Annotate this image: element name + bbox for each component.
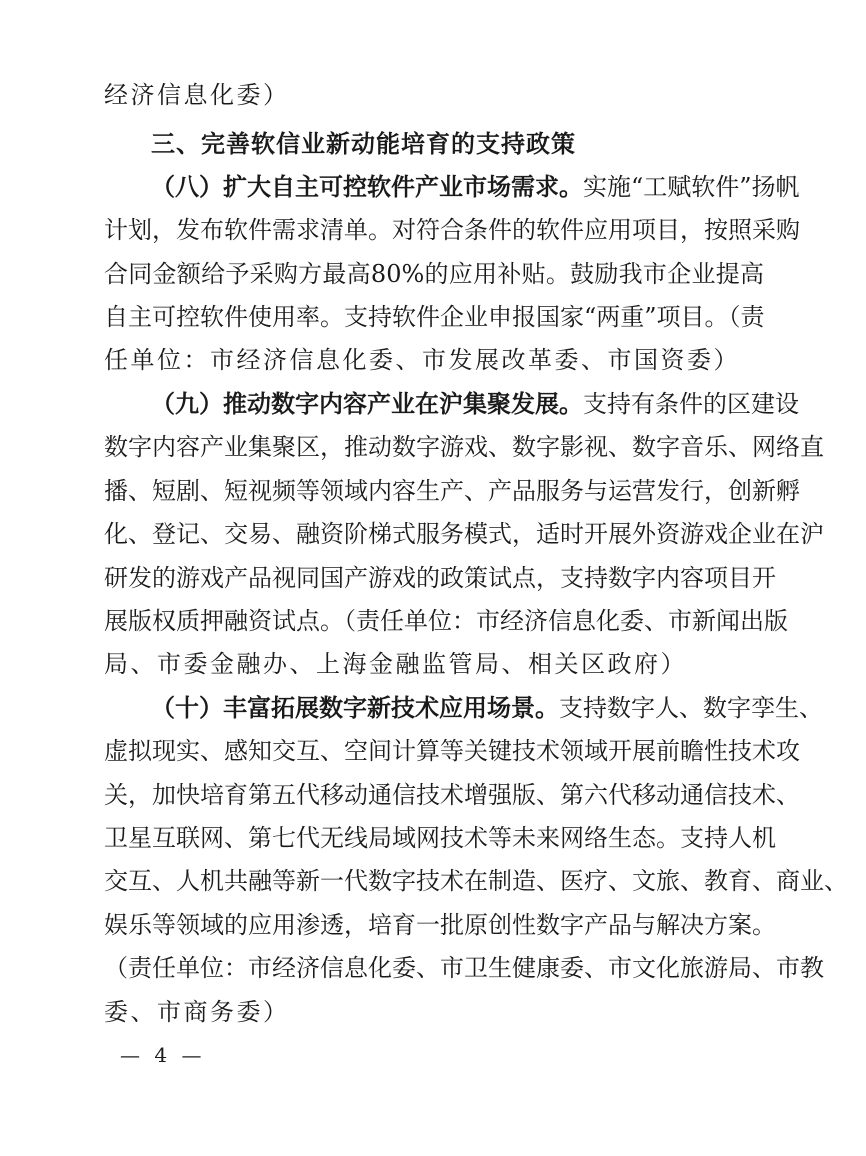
line-text: 任单位：市经济信息化委、市发展改革委、市国资委） bbox=[104, 346, 740, 374]
line-text: 娱乐等领域的应用渗透，培育一批原创性数字产品与解决方案。 bbox=[104, 911, 776, 939]
line-text: 卫星互联网、第七代无线局域网技术等未来网络生态。支持人机 bbox=[104, 824, 776, 852]
paragraph-8-line-3 bbox=[104, 259, 764, 289]
line-text: 研发的游戏产品视同国产游戏的政策试点，支持数字内容项目开 bbox=[104, 564, 776, 592]
paragraph-9-line-6 bbox=[104, 606, 788, 636]
paragraph-8-line-1 bbox=[151, 172, 800, 202]
line-text: 关，加快培育第五代移动通信技术增强版、第六代移动通信技术、 bbox=[104, 781, 800, 809]
line-text: （责任单位：市经济信息化委、市卫生健康委、市文化旅游局、市教 bbox=[104, 954, 824, 982]
paragraph-9-line-1 bbox=[151, 389, 799, 419]
paragraph-9-line-7 bbox=[104, 649, 764, 679]
line-text: 交互、人机共融等新一代数字技术在制造、医疗、文旅、教育、商业、 bbox=[104, 867, 848, 895]
line-text: 虚拟现实、感知交互、空间计算等关键技术领域开展前瞻性技术攻 bbox=[104, 737, 800, 765]
paragraph-10-line-6 bbox=[104, 910, 776, 940]
paragraph-9-line-3 bbox=[104, 476, 800, 506]
line-text: 支持数字人、数字孪生、 bbox=[559, 694, 823, 722]
line-text: 化、登记、交易、融资阶梯式服务模式，适时开展外资游戏企业在沪 bbox=[104, 520, 824, 548]
paragraph-8-line-4 bbox=[104, 302, 764, 332]
paragraph-10-line-7 bbox=[104, 953, 824, 983]
paragraph-10-line-8 bbox=[104, 997, 764, 1027]
line-text: 合同金额给予采购方最高80%的应用补贴。鼓励我市企业提高 bbox=[104, 260, 764, 288]
line-text: 展版权质押融资试点。（责任单位：市经济信息化委、市新闻出版 bbox=[104, 607, 788, 635]
line-text: 自主可控软件使用率。支持软件企业申报国家“两重”项目。（责 bbox=[104, 303, 765, 331]
paragraph-10-line-5 bbox=[104, 866, 848, 896]
item-10-title: （十）丰富拓展数字新技术应用场景。 bbox=[151, 694, 559, 722]
paragraph-8-line-5 bbox=[104, 345, 764, 375]
line-text: 实施“工赋软件”扬帆 bbox=[583, 173, 800, 201]
item-8-title: （八）扩大自主可控软件产业市场需求。 bbox=[151, 173, 583, 201]
paragraph-10-line-1 bbox=[151, 693, 823, 723]
line-text: 计划，发布软件需求清单。对符合条件的软件应用项目，按照采购 bbox=[104, 216, 800, 244]
line-text: 支持有条件的区建设 bbox=[583, 390, 799, 418]
line-text: 局、市委金融办、上海金融监管局、相关区政府） bbox=[104, 650, 687, 678]
paragraph-9-line-2 bbox=[104, 432, 824, 462]
item-9-title: （九）推动数字内容产业在沪集聚发展。 bbox=[151, 390, 583, 418]
paragraph-10-line-4 bbox=[104, 823, 776, 853]
paragraph-10-line-3 bbox=[104, 780, 800, 810]
paragraph-10-line-2 bbox=[104, 736, 800, 766]
line-text: 播、短剧、短视频等领域内容生产、产品服务与运营发行，创新孵 bbox=[104, 477, 800, 505]
line-text: 经济信息化委） bbox=[104, 81, 290, 109]
paragraph-8-line-2 bbox=[104, 215, 800, 245]
section-heading bbox=[151, 129, 764, 159]
heading-text: 三、完善软信业新动能培育的支持政策 bbox=[151, 130, 576, 158]
line-text: 数字内容产业集聚区，推动数字游戏、数字影视、数字音乐、网络直 bbox=[104, 433, 824, 461]
page-number: — 4 — bbox=[120, 1043, 206, 1067]
text-line-1 bbox=[104, 80, 764, 110]
paragraph-9-line-4 bbox=[104, 519, 824, 549]
line-text: 委、市商务委） bbox=[104, 998, 290, 1026]
paragraph-9-line-5 bbox=[104, 563, 776, 593]
